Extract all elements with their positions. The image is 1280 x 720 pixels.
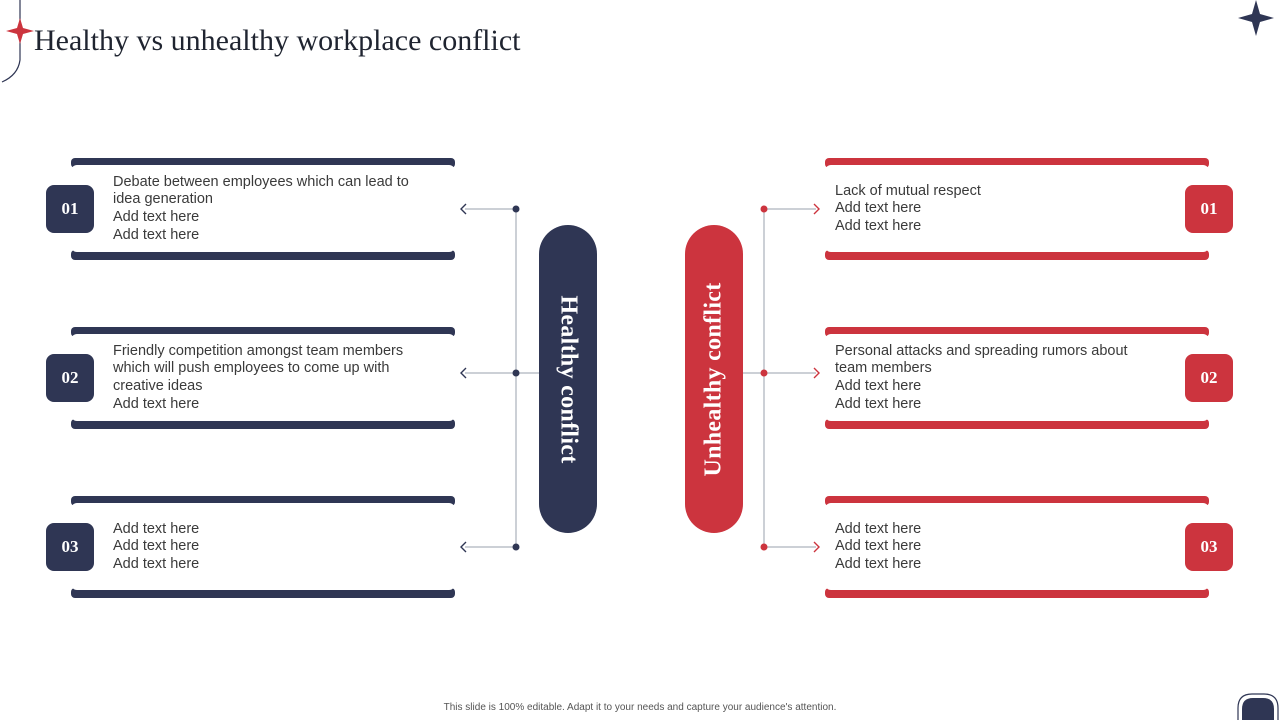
card-line: Add text here [835, 378, 922, 394]
unhealthy-conflict-pill [685, 225, 743, 533]
corner-tab-decoration [1236, 692, 1280, 720]
connector-dot [513, 370, 520, 377]
connector-dot [761, 206, 768, 213]
number-badge: 01 [46, 185, 94, 233]
page-title: Healthy vs unhealthy workplace conflict [34, 24, 521, 57]
card-text [835, 168, 1155, 250]
number-badge: 02 [46, 354, 94, 402]
number-badge: 03 [1185, 523, 1233, 571]
card-line: Add text here [113, 209, 200, 225]
card-text [835, 506, 1155, 588]
card-text [113, 506, 433, 588]
number-badge: 01 [1185, 185, 1233, 233]
card-line: Friendly competition amongst team members [113, 342, 404, 359]
card-line: Add text here [835, 217, 922, 234]
card-line: Add text here [113, 555, 200, 572]
unhealthy-card-1 [825, 158, 1209, 260]
pill-label: Healthy conflict [555, 294, 582, 464]
number-badge: 02 [1185, 354, 1233, 402]
card-text [113, 337, 433, 419]
card-line: Add text here [113, 538, 200, 555]
number-badge: 03 [46, 523, 94, 571]
card-text [113, 168, 433, 250]
connector-dot [761, 544, 768, 551]
connector-dot [513, 544, 520, 551]
card-line: Add text here [835, 520, 922, 537]
card-line: team members [835, 360, 932, 377]
card-line: which will push employees to come up with [113, 360, 390, 377]
card-line: Add text here [835, 395, 922, 412]
card-line: Add text here [113, 395, 200, 412]
footer-note: This slide is 100% editable. Adapt it to your needs and capture your audience's attention. [443, 702, 837, 713]
card-line: Personal attacks and spreading rumors about [835, 342, 1128, 359]
pill-label: Unhealthy conflict [700, 281, 727, 477]
card-line: Add text here [113, 226, 200, 243]
healthy-card-1 [71, 158, 455, 260]
healthy-conflict-pill [539, 225, 597, 533]
card-line: Lack of mutual respect [835, 182, 981, 199]
card-line: creative ideas [113, 378, 203, 394]
card-line: Debate between employees which can lead to [113, 173, 409, 190]
connector-dot [761, 370, 768, 377]
card-line: Add text here [835, 555, 922, 572]
card-line: idea generation [113, 191, 213, 208]
connector-dot [513, 206, 520, 213]
card-line: Add text here [835, 200, 922, 217]
card-line: Add text here [113, 520, 200, 537]
healthy-card-2 [71, 327, 455, 429]
unhealthy-card-2 [825, 327, 1209, 429]
card-text [835, 337, 1155, 419]
healthy-card-3 [71, 496, 455, 598]
card-line: Add text here [835, 538, 922, 555]
unhealthy-card-3 [825, 496, 1209, 598]
